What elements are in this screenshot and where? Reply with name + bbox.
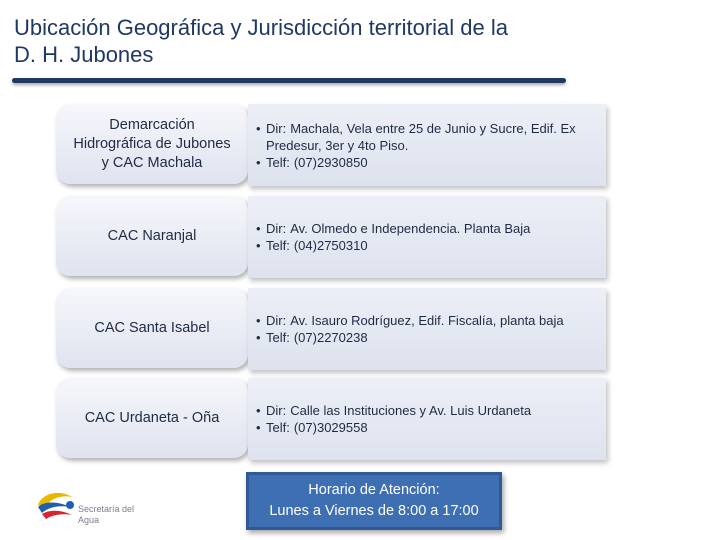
office-name-box-machala	[56, 104, 248, 184]
slide-title-line1: Ubicación Geográfica y Jurisdicción territorial de la	[14, 15, 508, 40]
office-name-box-urdaneta	[56, 378, 248, 458]
office-hours-title: Horario de Atención:	[308, 482, 440, 498]
phone-item	[256, 154, 600, 171]
title-underline	[12, 78, 566, 83]
office-details-box-santa-isabel	[248, 288, 606, 370]
office-name-box-naranjal	[56, 196, 248, 276]
phone-label: Telf:	[266, 154, 290, 170]
phone-item	[256, 329, 600, 346]
office-name-line: CAC Naranjal	[107, 227, 197, 244]
office-details-box-naranjal	[248, 196, 606, 278]
phone-label: Telf:	[266, 238, 290, 253]
logo-text	[78, 504, 134, 526]
bullet-icon: •	[256, 403, 261, 418]
slide-title	[14, 14, 574, 68]
phone-label: Telf:	[266, 420, 290, 435]
office-name-line: CAC Santa Isabel	[94, 319, 210, 336]
address-item	[256, 120, 600, 154]
office-name-line: Hidrográfica de Jubones	[73, 135, 231, 152]
phone-item	[256, 419, 600, 436]
office-name-line: y CAC Machala	[101, 154, 203, 171]
bullet-icon: •	[256, 313, 261, 328]
address-item	[256, 312, 600, 329]
office-name-box-santa-isabel	[56, 288, 248, 368]
address-label: Dir:	[266, 221, 287, 236]
phone-value: (07)3029558	[293, 420, 368, 435]
bullet-icon: •	[256, 330, 261, 345]
office-details-box-urdaneta	[248, 378, 606, 460]
phone-item	[256, 237, 600, 254]
address-item	[256, 402, 600, 419]
address-label: Dir:	[266, 403, 287, 418]
bullet-icon: •	[256, 120, 261, 136]
bullet-icon: •	[256, 238, 261, 253]
address-item	[256, 220, 600, 237]
address-value: Av. Isauro Rodríguez, Edif. Fiscalía, planta baja	[290, 313, 564, 328]
address-label: Dir:	[266, 313, 287, 328]
bullet-icon: •	[256, 154, 261, 170]
office-hours-schedule: Lunes a Viernes de 8:00 a 17:00	[269, 503, 479, 519]
phone-value: (07)2270238	[293, 330, 368, 345]
address-value: Calle las Instituciones y Av. Luis Urdaneta	[290, 403, 532, 418]
address-value: Machala, Vela entre 25 de Junio y Sucre, Edif. Ex Predesur, 3er y 4to Piso.	[266, 120, 576, 153]
logo-text-line2: Agua	[78, 515, 100, 525]
phone-label: Telf:	[266, 330, 290, 345]
bullet-icon: •	[256, 420, 261, 435]
phone-value: (04)2750310	[293, 238, 368, 253]
slide-title-line2: D. H. Jubones	[14, 42, 154, 67]
bullet-icon: •	[256, 221, 261, 236]
address-value: Av. Olmedo e Independencia. Planta Baja	[290, 221, 531, 236]
logo-text-line1: Secretaría del	[78, 504, 135, 514]
phone-value: (07)2930850	[293, 154, 368, 170]
office-name-line: CAC Urdaneta - Oña	[84, 409, 220, 426]
address-label: Dir:	[266, 120, 287, 136]
office-name-line: Demarcación	[109, 116, 195, 133]
office-hours-box	[246, 472, 502, 530]
office-details-box-machala	[248, 104, 606, 186]
